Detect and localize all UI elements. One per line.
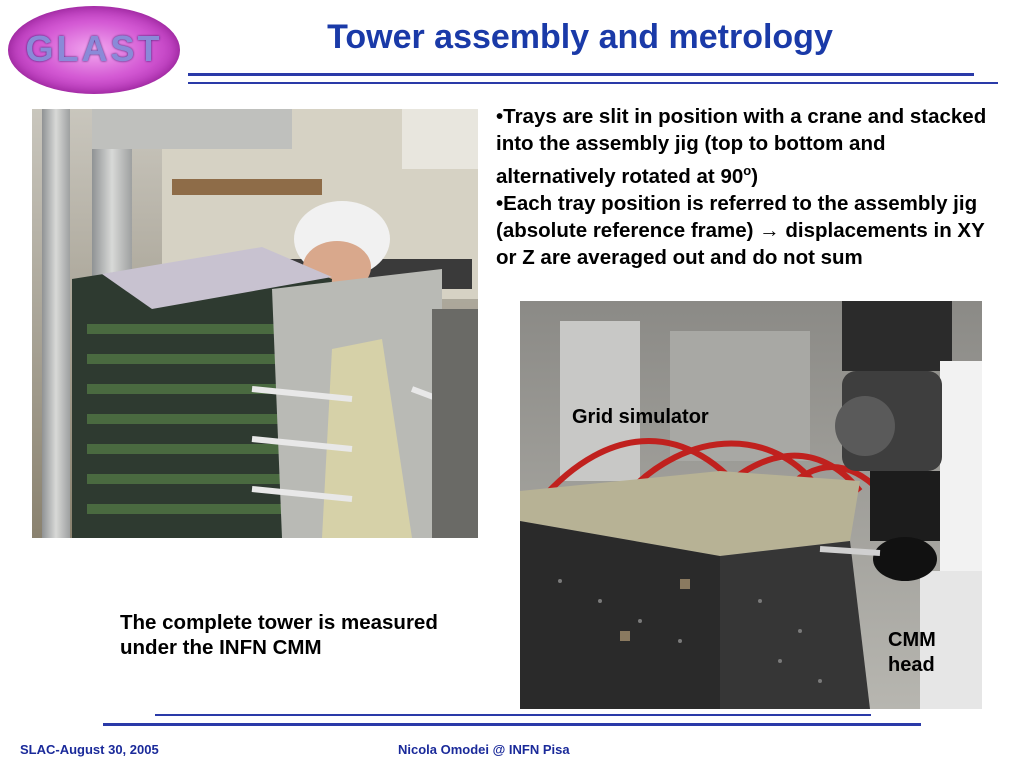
glast-logo: [8, 6, 180, 94]
slide-title: Tower assembly and metrology: [327, 18, 833, 56]
cmm-head-label: CMM head: [888, 629, 936, 676]
footer-author: Nicola Omodei @ INFN Pisa: [398, 742, 570, 757]
bullet-item: •Trays are slit in position with a crane and stacked into the assembly jig (top to bottom and alternatively rotated at 90$^o$): [496, 105, 987, 188]
footer-date: SLAC-August 30, 2005: [20, 742, 159, 757]
bottom-rule: [155, 714, 871, 716]
bullet-list: [496, 103, 1008, 271]
bullet-item: •Each tray position is referred to the assembly jig (absolute reference frame) → displacements in XY or Z are averaged out and do not sum: [496, 191, 985, 269]
degree-sup: o: [743, 163, 752, 178]
assembly-jig-photo: [32, 109, 478, 538]
bottom-rule-secondary: [103, 723, 921, 726]
grid-simulator-label: Grid simulator: [572, 406, 709, 428]
logo-text: GLAST: [25, 28, 163, 69]
top-rule: [188, 73, 974, 76]
top-rule-secondary: [188, 82, 998, 84]
arrow-icon: →: [759, 218, 780, 242]
caption-text: The complete tower is measured under the INFN CMM: [120, 611, 438, 659]
